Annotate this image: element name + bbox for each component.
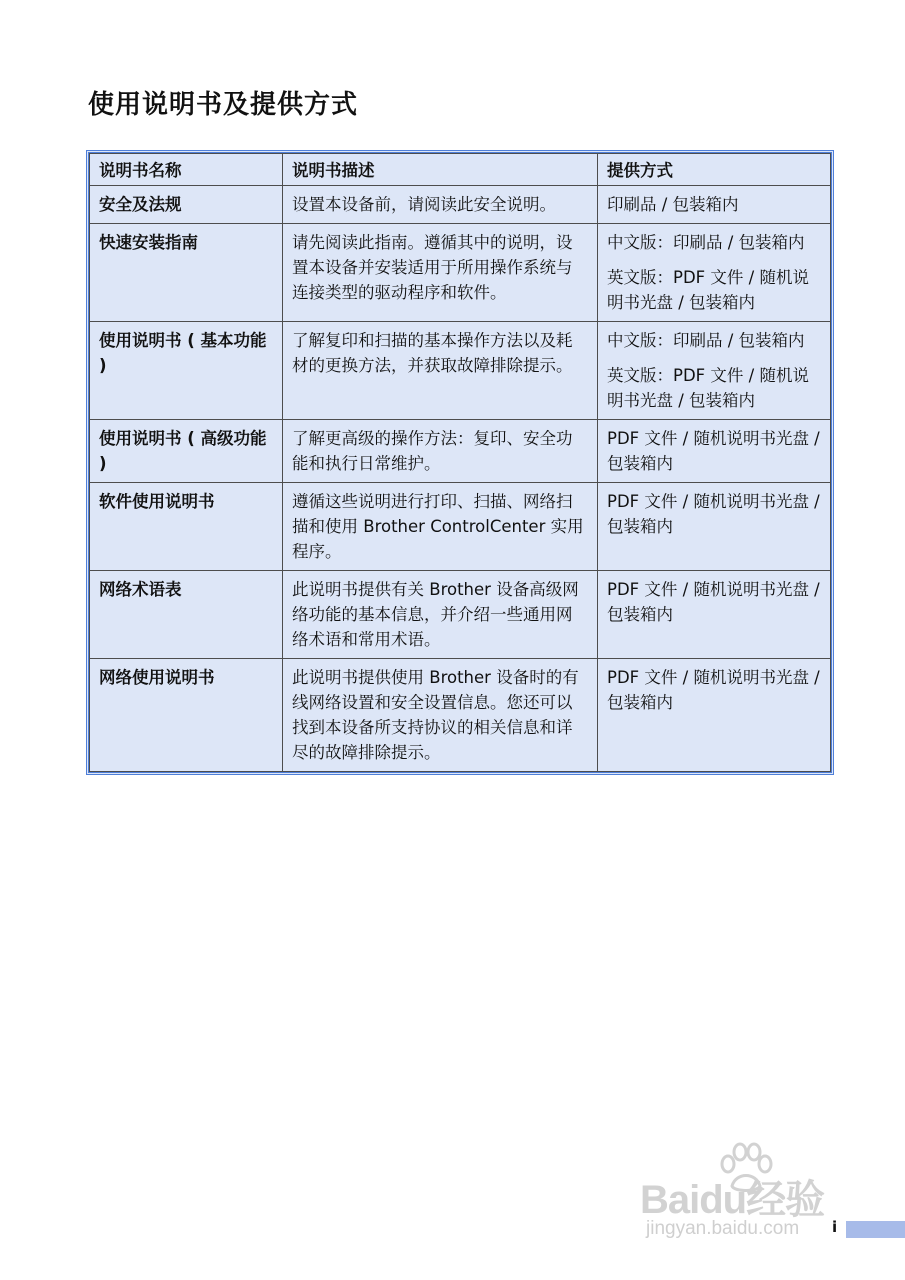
manual-description-cell: 了解复印和扫描的基本操作方法以及耗材的更换方法，并获取故障排除提示。 [283, 322, 598, 420]
manual-description-cell: 请先阅读此指南。遵循其中的说明，设置本设备并安装适用于所用操作系统与连接类型的驱动程序和软件。 [283, 224, 598, 322]
delivery-line: PDF 文件 / 随机说明书光盘 / 包装箱内 [607, 492, 820, 536]
table-row [90, 322, 831, 420]
manual-delivery-cell [598, 322, 831, 420]
manuals-table [89, 153, 831, 772]
table-row [90, 483, 831, 571]
manual-name-cell: 使用说明书 ( 高级功能 ) [90, 420, 283, 483]
delivery-line: PDF 文件 / 随机说明书光盘 / 包装箱内 [607, 429, 820, 473]
manual-name-cell: 快速安装指南 [90, 224, 283, 322]
table-row [90, 224, 831, 322]
table-header-row [90, 154, 831, 186]
manual-name-cell: 使用说明书 ( 基本功能 ) [90, 322, 283, 420]
manual-delivery-cell [598, 224, 831, 322]
watermark-url: jingyan.baidu.com [646, 1218, 800, 1239]
table-row [90, 420, 831, 483]
delivery-line: 中文版：印刷品 / 包装箱内 [607, 233, 805, 252]
manual-name-cell: 软件使用说明书 [90, 483, 283, 571]
page-tab-marker [846, 1221, 905, 1238]
manual-delivery-cell [598, 571, 831, 659]
column-header-description: 说明书描述 [283, 154, 598, 186]
baidu-watermark [640, 1142, 850, 1262]
delivery-line: 印刷品 / 包装箱内 [607, 195, 739, 214]
table-row [90, 186, 831, 224]
watermark-brand: Baidu经验 [640, 1178, 825, 1222]
column-header-name: 说明书名称 [90, 154, 283, 186]
delivery-line: 中文版：印刷品 / 包装箱内 [607, 331, 805, 350]
manual-delivery-cell [598, 420, 831, 483]
table-row [90, 659, 831, 772]
manual-description-cell: 设置本设备前，请阅读此安全说明。 [283, 186, 598, 224]
manual-delivery-cell [598, 483, 831, 571]
table-row [90, 571, 831, 659]
manual-description-cell: 此说明书提供使用 Brother 设备时的有线网络设置和安全设置信息。您还可以找到本设备所支持协议的相关信息和详尽的故障排除提示。 [283, 659, 598, 772]
delivery-line: PDF 文件 / 随机说明书光盘 / 包装箱内 [607, 580, 820, 624]
manual-delivery-cell [598, 186, 831, 224]
column-header-delivery: 提供方式 [598, 154, 831, 186]
manual-description-cell: 遵循这些说明进行打印、扫描、网络扫描和使用 Brother ControlCenter 实用程序。 [283, 483, 598, 571]
page-number: i [832, 1218, 838, 1236]
delivery-line: 英文版：PDF 文件 / 随机说明书光盘 / 包装箱内 [607, 268, 809, 312]
page-title: 使用说明书及提供方式 [88, 90, 359, 120]
manual-description-cell: 了解更高级的操作方法：复印、安全功能和执行日常维护。 [283, 420, 598, 483]
delivery-line: 英文版：PDF 文件 / 随机说明书光盘 / 包装箱内 [607, 366, 809, 410]
manual-name-cell: 网络使用说明书 [90, 659, 283, 772]
delivery-line: PDF 文件 / 随机说明书光盘 / 包装箱内 [607, 668, 820, 712]
manuals-table-frame [86, 150, 834, 775]
manual-name-cell: 安全及法规 [90, 186, 283, 224]
manual-name-cell: 网络术语表 [90, 571, 283, 659]
manual-description-cell: 此说明书提供有关 Brother 设备高级网络功能的基本信息，并介绍一些通用网络术语和常用术语。 [283, 571, 598, 659]
manual-delivery-cell [598, 659, 831, 772]
